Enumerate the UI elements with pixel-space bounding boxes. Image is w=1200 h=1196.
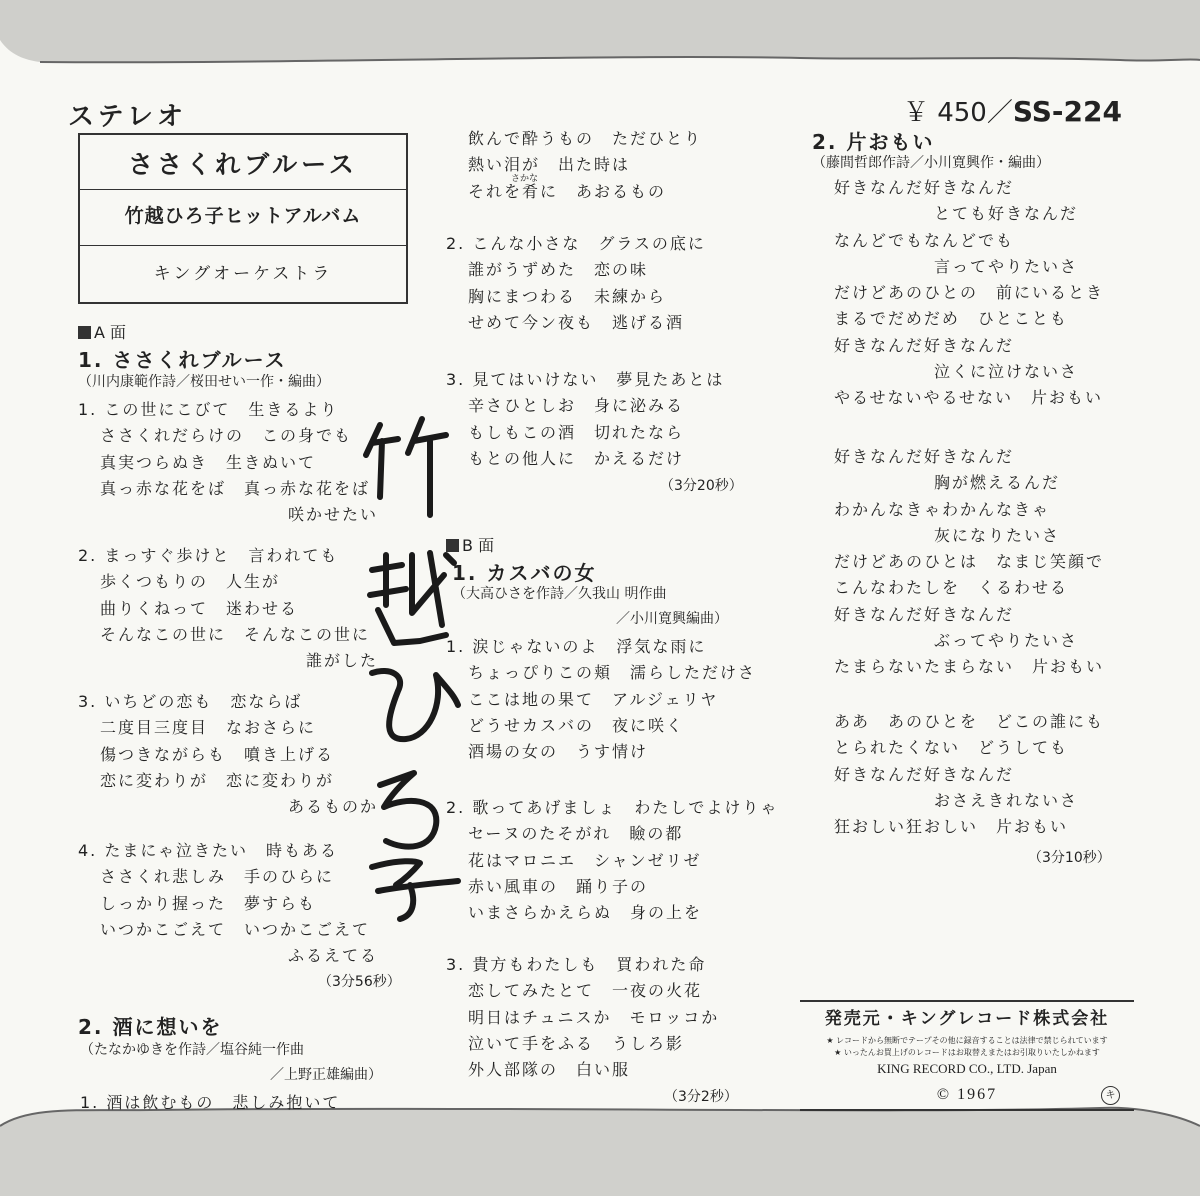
orchestra: キングオーケストラ [153,264,333,284]
lyrics-a1-v4: 4. たまにゃ泣きたい 時もある ささくれ悲しみ 手のひらに しっかり握った 夢すらも いつかこごえて いつかこごえて ふるえてる [78,841,378,966]
song-credit: （藤間哲郎作詩／小川寛興作・編曲） [812,155,1050,171]
lyrics-a2-v3: 3. 見てはいけない 夢見たあとは 辛さひとしお 身に泌みる もしもこの酒 切れたなら もとの他人に かえるだけ [446,370,725,468]
title-box [78,133,408,304]
stereo-label: ステレオ [68,102,187,132]
lyrics-a1-v3: 3. いちどの恋も 恋ならば 二度目三度目 なおさらに 傷つきながらも 噴き上げる 恋に変わりが 恋に変わりが あるものか [78,692,378,817]
copyright-year: © 1967 キ [800,1081,1134,1109]
lyrics-b2-s2: 好きなんだ好きなんだ 胸が燃えるんだ わかんなきゃわかんなきゃ 灰になりたいさ だけどあのひとは なまじ笑顔で こんなわたしを くるわせる 好きなんだ好きなんだ ぶってやりたいさ たまらないたまらない 片おもい [834,447,1105,677]
lyrics-a2-v1-cont: 飲んで酔うもの ただひとり 熱い泪が 出た時は それを肴に あおるもの [468,129,703,201]
song-credit: ／上野正雄編曲） [270,1067,382,1083]
publisher-english: KING RECORD CO., LTD. Japan [877,1061,1057,1076]
price: ￥ 450／ [902,98,1013,128]
publisher-block [800,1000,1134,1111]
lyrics-b1-v1: 1. 涙じゃないのよ 浮気な雨に ちょっぴりこの頬 濡らしただけさ ここは地の果て アルジェリヤ どうせカスバの 夜に咲く 酒場の女の うす情け [446,637,757,762]
song-title: 1. カスバの女 [452,561,597,585]
legal-note: ★ レコードから無断でテープその他に録音することは法律で禁じられています [826,1036,1108,1045]
song-credit: （大高ひさを作詩／久我山 明作曲 [452,586,667,602]
album-subtitle: 竹越ひろ子ヒットアルバム [124,205,362,227]
lyrics-a2-v2: 2. こんな小さな グラスの底に 誰がうずめた 恋の味 胸にまつわる 未練から せめて今ン夜も 逃げる酒 [446,234,706,332]
lyrics-a2-v1-start: 1. 酒は飲むもの 悲しみ抱いて [80,1093,341,1112]
lyrics-a1-v1: 1. この世にこびて 生きるより ささくれだらけの この身でも 真実つらぬき 生きぬいて 真っ赤な花をば 真っ赤な花をば 咲かせたい [78,400,378,525]
ruby-sakana: さかな [511,174,539,184]
side-a-label: A 面 [78,320,126,343]
song-title: 2. 酒に想いを [78,1015,223,1039]
side-b-label: B 面 [446,533,494,556]
song-credit: （たなかゆきを作詩／塩谷純一作曲 [80,1042,304,1058]
duration-a2: （3分20秒） [660,478,743,494]
price-catalog [903,92,1122,129]
duration-b2: （3分10秒） [1028,850,1111,866]
autograph-signature [350,405,470,925]
catalog-number: SS-224 [1012,95,1122,128]
duration-a1: （3分56秒） [318,974,401,990]
lyrics-a1-v2: 2. まっすぐ歩けと 言われても 歩くつもりの 人生が 曲りくねって 迷わせる そんなこの世に そんなこの世に 誰がした [78,546,378,671]
lyrics-b2-s1: 好きなんだ好きなんだ とても好きなんだ なんどでもなんどでも 言ってやりたいさ だけどあのひとの 前にいるとき まるでだめだめ ひとことも 好きなんだ好きなんだ 泣くに泣けないさ やるせないやるせない 片おもい [834,178,1105,408]
lyrics-b2-s3: ああ あのひとを どこの誰にも とられたくない どうしても 好きなんだ好きなんだ おさえきれないさ 狂おしい狂おしい 片おもい [834,712,1105,837]
divider [800,1000,1134,1002]
sleeve-top-edge [0,0,1200,70]
square-bullet-icon [78,326,91,339]
divider [80,189,406,190]
divider [80,245,406,246]
song-title: 1. ささくれブルース [78,348,287,372]
publisher-name: 発売元・キングレコード株式会社 [824,1009,1110,1029]
king-logo-icon: キ [1101,1086,1120,1105]
album-title: ささくれブルース [128,150,358,179]
divider [800,1109,1134,1111]
song-credit: ／小川寛興編曲） [616,611,728,627]
song-credit: （川内康範作詩／桜田せい一作・編曲） [78,374,330,390]
duration-b1: （3分2秒） [664,1089,738,1105]
lyrics-b1-v3: 3. 貴方もわたしも 買われた命 恋してみたとて 一夜の火花 明日はチュニスか モロッコか 泣いて手をふる うしろ影 外人部隊の 白い服 [446,955,720,1080]
song-title: 2. 片おもい [812,130,935,154]
legal-note: ★ いったんお買上げのレコードはお取替えまたはお引取りいたしかねます [834,1048,1100,1057]
lyrics-b1-v2: 2. 歌ってあげましょ わたしでよけりゃ セーヌのたそがれ 瞼の都 花はマロニエ シャンゼリゼ 赤い風車の 踊り子の いまさらかえらぬ 身の上を [446,798,779,923]
